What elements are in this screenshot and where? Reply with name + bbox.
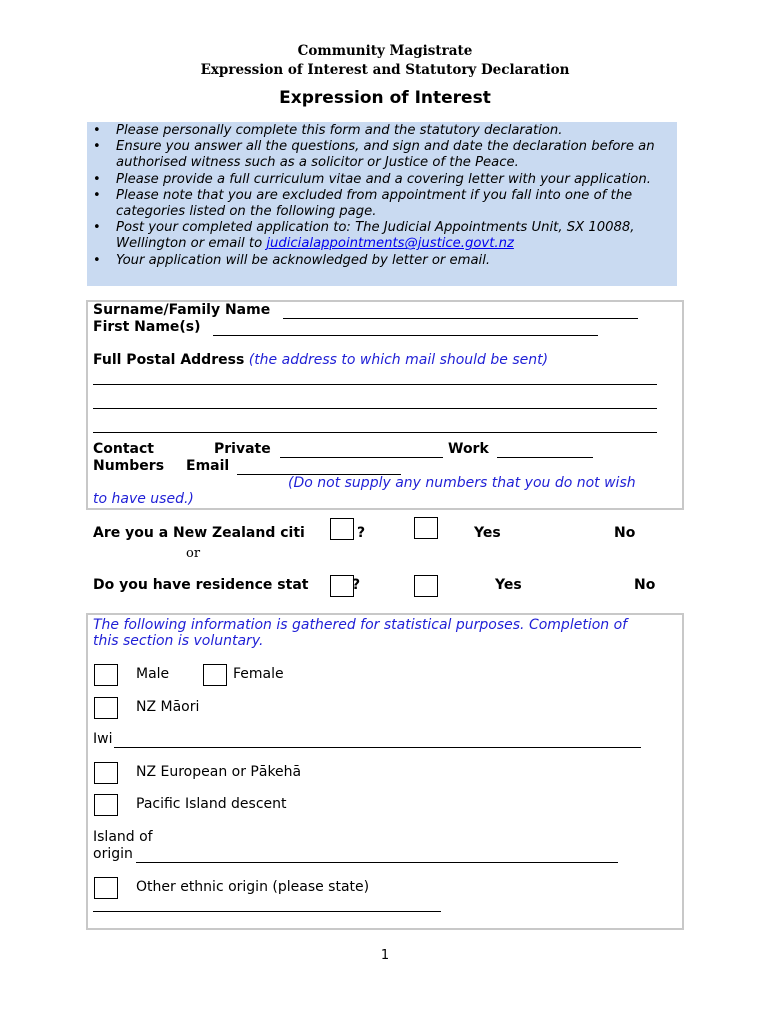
citizen-question: Are you a New Zealand citi bbox=[93, 525, 305, 541]
citizen-no-checkbox[interactable] bbox=[414, 517, 438, 539]
female-label: Female bbox=[233, 666, 284, 682]
form-subtitle: Expression of Interest and Statutory Declaration bbox=[200, 62, 570, 78]
european-label: NZ European or Pākehā bbox=[136, 764, 302, 780]
surname-field[interactable] bbox=[283, 318, 638, 319]
email-link[interactable]: judicialappointments@justice.govt.nz bbox=[266, 236, 514, 252]
numbers-note: (Do not supply any numbers that you do not wish bbox=[288, 475, 636, 491]
island-label: Island of bbox=[93, 829, 153, 845]
instructions-panel bbox=[87, 122, 677, 286]
postal-address-line-3[interactable] bbox=[93, 432, 657, 433]
residence-no-checkbox[interactable] bbox=[414, 575, 438, 597]
maori-label: NZ Māori bbox=[136, 699, 200, 715]
citizen-no-label: No bbox=[614, 525, 636, 541]
postal-address-label: Full Postal Address bbox=[93, 352, 245, 368]
instruction-item: • Please provide a full curriculum vitae and a covering letter with your application. bbox=[87, 172, 677, 188]
male-checkbox[interactable] bbox=[94, 664, 118, 686]
other-ethnic-field[interactable] bbox=[93, 911, 441, 912]
page-title: Expression of Interest bbox=[279, 88, 491, 108]
postal-address-heading bbox=[93, 352, 548, 368]
citizen-yes-label: Yes bbox=[474, 525, 501, 541]
first-name-label: First Name(s) bbox=[93, 319, 201, 335]
maori-checkbox[interactable] bbox=[94, 697, 118, 719]
form-supertitle: Community Magistrate bbox=[297, 43, 473, 59]
instruction-item: • Ensure you answer all the questions, and sign and date the declaration before an authorised witness such as a solicitor or Justice of the Peace. bbox=[87, 139, 677, 171]
statistics-intro-cont: this section is voluntary. bbox=[93, 633, 264, 649]
pacific-label: Pacific Island descent bbox=[136, 796, 287, 812]
statistics-intro: The following information is gathered for statistical purposes. Completion of bbox=[93, 617, 628, 633]
residence-question-tail: ? bbox=[352, 577, 361, 593]
contact-label: Contact bbox=[93, 441, 154, 457]
island-origin-field[interactable] bbox=[136, 862, 618, 863]
european-checkbox[interactable] bbox=[94, 762, 118, 784]
female-checkbox[interactable] bbox=[203, 664, 227, 686]
first-name-field[interactable] bbox=[213, 335, 598, 336]
email-label: Email bbox=[186, 458, 230, 474]
numbers-note-cont: to have used.) bbox=[93, 491, 194, 507]
citizen-question-tail: ? bbox=[357, 525, 366, 541]
work-label: Work bbox=[448, 441, 489, 457]
residence-yes-label: Yes bbox=[495, 577, 522, 593]
postal-address-line-2[interactable] bbox=[93, 408, 657, 409]
surname-label: Surname/Family Name bbox=[93, 302, 271, 318]
instruction-item: • Your application will be acknowledged by letter or email. bbox=[87, 253, 677, 269]
residence-yes-checkbox[interactable] bbox=[330, 575, 354, 597]
postal-address-hint: (the address to which mail should be sent) bbox=[248, 352, 549, 368]
citizen-yes-checkbox[interactable] bbox=[330, 518, 354, 540]
work-number-field[interactable] bbox=[497, 457, 593, 458]
residence-question: Do you have residence stat bbox=[93, 577, 309, 593]
instruction-item bbox=[87, 220, 677, 252]
postal-address-line-1[interactable] bbox=[93, 384, 657, 385]
instruction-post-text: Post your completed application to: The Judicial Appointments Unit, SX 10088, Wellington or email to bbox=[116, 220, 635, 252]
other-ethnic-label: Other ethnic origin (please state) bbox=[136, 879, 370, 895]
iwi-field[interactable] bbox=[114, 747, 641, 748]
other-ethnic-checkbox[interactable] bbox=[94, 877, 118, 899]
male-label: Male bbox=[136, 666, 170, 682]
page-number: 1 bbox=[380, 948, 390, 963]
iwi-label: Iwi bbox=[93, 731, 113, 747]
or-separator: or bbox=[186, 546, 201, 561]
private-label: Private bbox=[214, 441, 271, 457]
pacific-checkbox[interactable] bbox=[94, 794, 118, 816]
private-number-field[interactable] bbox=[280, 457, 443, 458]
numbers-label: Numbers bbox=[93, 458, 165, 474]
instruction-item: • Please personally complete this form and the statutory declaration. bbox=[87, 123, 677, 139]
instruction-item: • Please note that you are excluded from appointment if you fall into one of the categories listed on the following page. bbox=[87, 188, 677, 220]
origin-label: origin bbox=[93, 846, 133, 862]
residence-no-label: No bbox=[634, 577, 656, 593]
